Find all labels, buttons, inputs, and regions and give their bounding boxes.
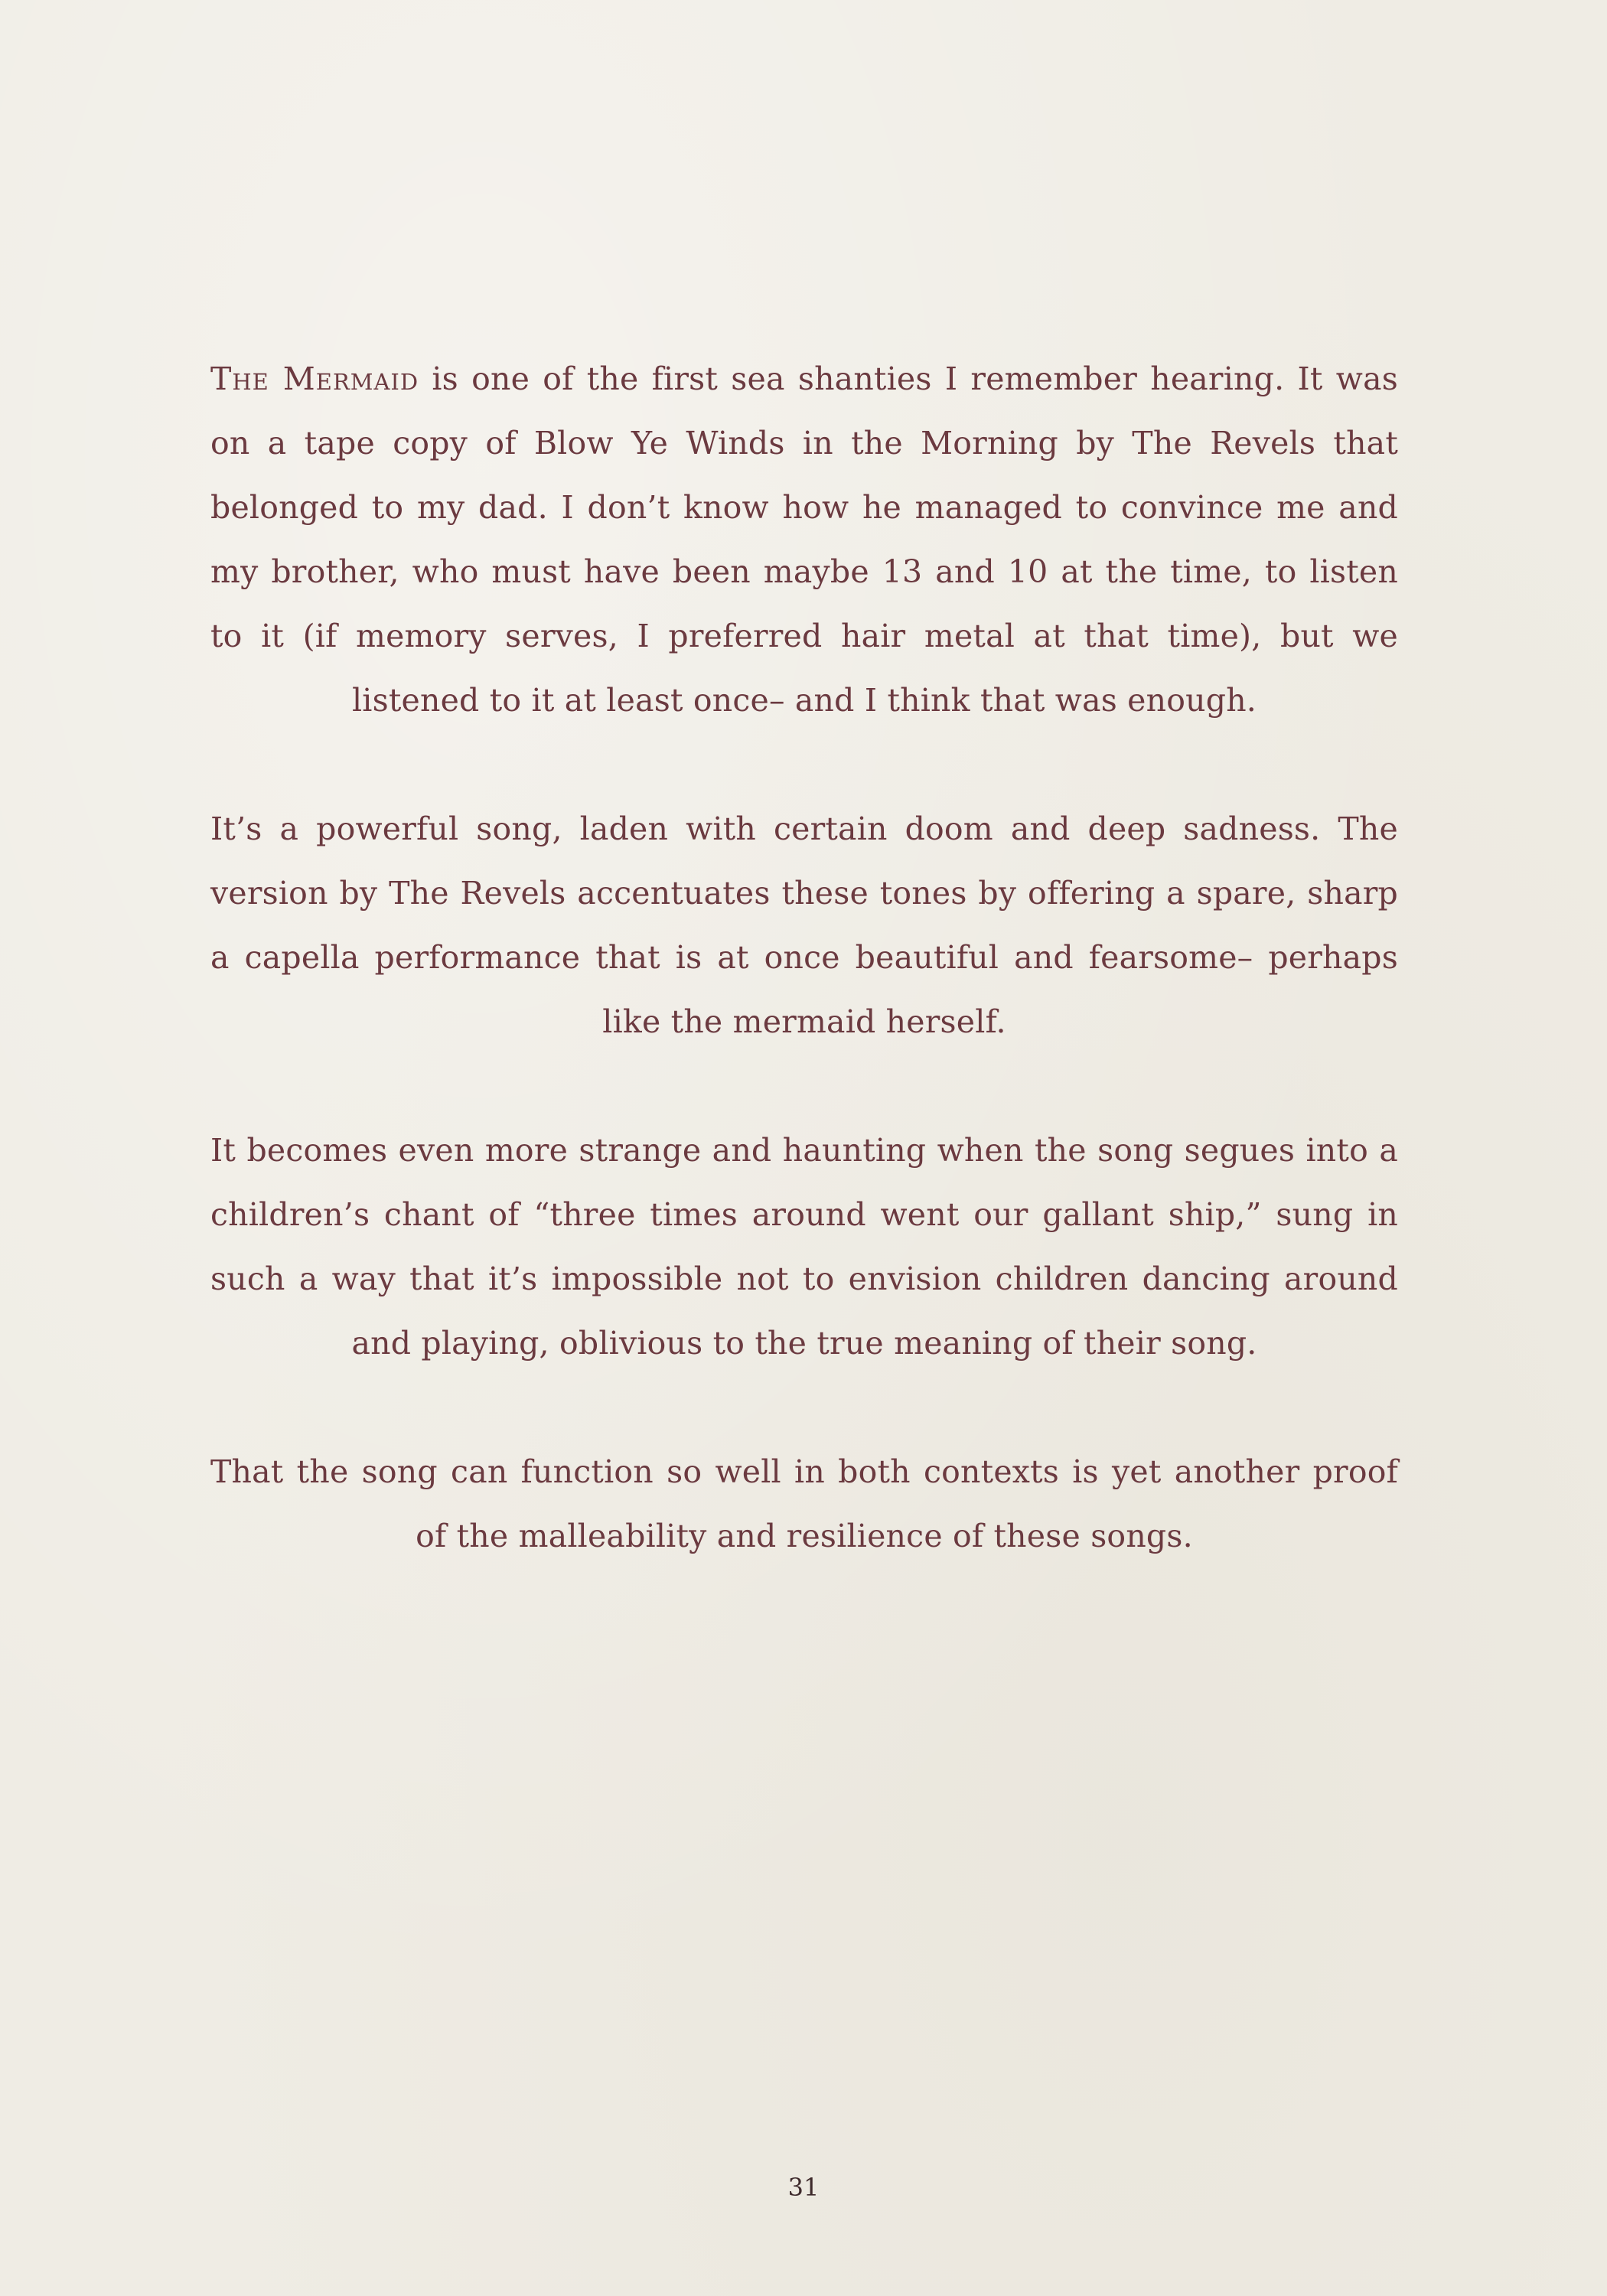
paragraph-3: It becomes even more strange and haunting when the song segues into a children’s chant of “three times around went our gallant ship,” sung in such a way that it’s impossible not to envision children dancing around and playing, oblivious to the true meaning of their song. bbox=[210, 1132, 1398, 1362]
paragraph-2: It’s a powerful song, laden with certain doom and deep sadness. The version by The Revels accentuates these tones by offering a spare, sharp a capella performance that is at once beautiful and fearsome– perhaps like the mermaid herself. bbox=[210, 810, 1398, 1040]
body-text bbox=[210, 347, 1398, 1568]
paragraph-1-text: is one of the first sea shanties I remember hearing. It was on a tape copy of Blow Ye Winds in the Morning by The Revels that belonged to my dad. I don’t know how he managed to convince me and my brother, who must have been maybe 13 and 10 at the time, to listen to it (if memory serves, I preferred hair metal at that time), but we listened to it at least once– and I think that was enough. bbox=[210, 360, 1398, 719]
paragraph-1 bbox=[210, 347, 1398, 732]
song-title: The Mermaid bbox=[210, 360, 419, 397]
page-number: 31 bbox=[787, 2173, 820, 2202]
paragraph-4: That the song can function so well in both contexts is yet another proof of the malleability and resilience of these songs. bbox=[210, 1453, 1398, 1554]
